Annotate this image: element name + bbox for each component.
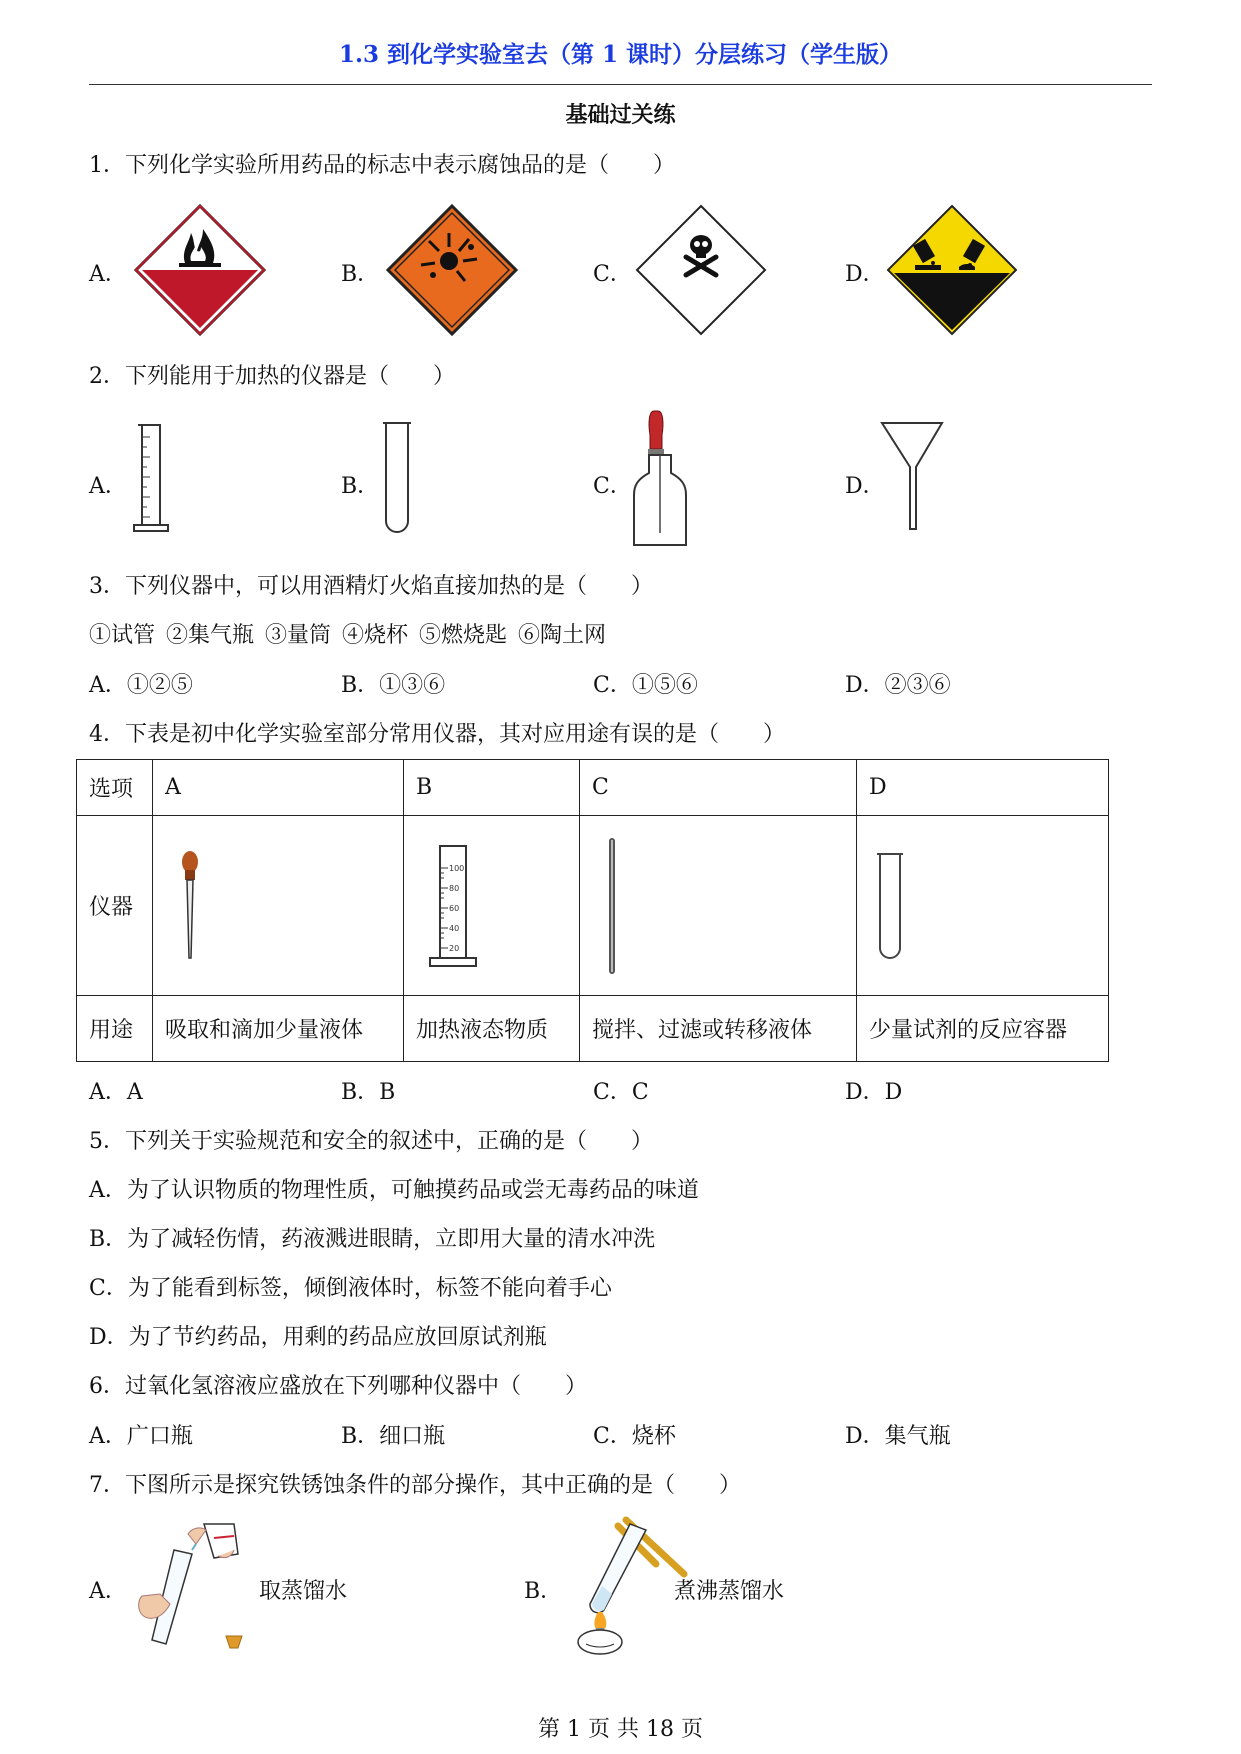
- test-tube-icon: [875, 850, 905, 962]
- question-3-items: ①试管 ②集气瓶 ③量筒 ④烧杯 ⑤燃烧匙 ⑥陶土网: [89, 623, 606, 648]
- q4-option-a: A．A: [89, 1080, 143, 1105]
- table-cell-label: 仪器: [77, 816, 153, 996]
- table-cell-label: 选项: [77, 760, 153, 816]
- table-cell-dropper: [153, 816, 404, 996]
- table-cell-tube: [857, 816, 1109, 996]
- q7-caption-b: 煮沸蒸馏水: [674, 1579, 785, 1604]
- q6-option-c: C．烧杯: [593, 1424, 676, 1449]
- question-6-stem: 6．过氧化氢溶液应盛放在下列哪种仪器中（ ）: [89, 1374, 587, 1399]
- q3-option-b: B．①③⑥: [341, 673, 446, 698]
- pour-water-illustration: [130, 1520, 260, 1650]
- corrosive-hazard-icon: [885, 203, 1019, 337]
- glass-rod-icon: [602, 836, 622, 976]
- explosive-hazard-icon: [385, 203, 519, 337]
- table-cell-cylinder: [404, 816, 580, 996]
- table-cell-use: 少量试剂的反应容器: [857, 996, 1109, 1062]
- q3-option-a: A．①②⑤: [89, 673, 193, 698]
- question-4-stem: 4．下表是初中化学实验室部分常用仪器，其对应用途有误的是（ ）: [89, 722, 785, 747]
- table-cell-rod: [580, 816, 857, 996]
- q5-option-d: D．为了节约药品，用剩的药品应放回原试剂瓶: [89, 1325, 547, 1350]
- q2-option-c: C．: [593, 474, 632, 499]
- question-2-stem: 2．下列能用于加热的仪器是（ ）: [89, 364, 455, 389]
- dropper-icon: [175, 850, 205, 962]
- table-cell-use: 搅拌、过滤或转移液体: [580, 996, 857, 1062]
- test-tube-icon: [382, 421, 412, 537]
- funnel-icon: [880, 421, 944, 533]
- cylinder-mark: 80: [449, 883, 460, 893]
- question-5-stem: 5．下列关于实验规范和安全的叙述中，正确的是（ ）: [89, 1129, 653, 1154]
- table-col-d: D: [857, 760, 1109, 816]
- cylinder-mark: 40: [449, 923, 460, 933]
- q2-option-b: B．: [341, 474, 380, 499]
- instrument-table: [76, 759, 1109, 1062]
- q1-option-c: C．: [593, 262, 632, 287]
- q6-option-d: D．集气瓶: [845, 1424, 951, 1449]
- toxic-hazard-icon: [634, 203, 768, 337]
- page-footer: 第 1 页 共 18 页: [538, 1717, 703, 1742]
- measuring-cylinder-icon: [128, 423, 178, 535]
- question-7-stem: 7．下图所示是探究铁锈蚀条件的部分操作，其中正确的是（ ）: [89, 1473, 741, 1498]
- q3-option-c: C．①⑤⑥: [593, 673, 698, 698]
- question-1-stem: 1．下列化学实验所用药品的标志中表示腐蚀品的是（ ）: [89, 153, 675, 178]
- q1-option-a: A．: [89, 262, 127, 287]
- q6-option-b: B．细口瓶: [341, 1424, 446, 1449]
- table-col-a: A: [153, 760, 404, 816]
- q4-option-d: D．D: [845, 1080, 903, 1105]
- q5-option-a: A．为了认识物质的物理性质，可触摸药品或尝无毒药品的味道: [89, 1178, 699, 1203]
- table-row-header: [77, 760, 1109, 816]
- header-rule: [89, 84, 1152, 85]
- q3-option-d: D．②③⑥: [845, 673, 951, 698]
- section-heading: 基础过关练: [565, 102, 676, 128]
- graduated-cylinder-icon: [426, 842, 490, 970]
- table-cell-label: 用途: [77, 996, 153, 1062]
- q1-option-d: D．: [845, 262, 885, 287]
- q4-option-c: C．C: [593, 1080, 649, 1105]
- q5-option-c: C．为了能看到标签，倾倒液体时，标签不能向着手心: [89, 1276, 612, 1301]
- q6-option-a: A．广口瓶: [89, 1424, 193, 1449]
- flammable-hazard-icon: [133, 203, 267, 337]
- table-cell-use: 加热液态物质: [404, 996, 580, 1062]
- table-col-b: B: [404, 760, 580, 816]
- cylinder-mark: 100: [449, 863, 465, 873]
- q7-option-a: A．: [89, 1579, 127, 1604]
- q1-option-b: B．: [341, 262, 380, 287]
- q2-option-d: D．: [845, 474, 885, 499]
- cylinder-mark: 20: [449, 943, 460, 953]
- table-cell-use: 吸取和滴加少量液体: [153, 996, 404, 1062]
- q4-option-b: B．B: [341, 1080, 396, 1105]
- q7-option-b: B．: [524, 1579, 563, 1604]
- q5-option-b: B．为了减轻伤情，药液溅进眼睛，立即用大量的清水冲洗: [89, 1227, 656, 1252]
- q7-caption-a: 取蒸馏水: [259, 1579, 348, 1604]
- document-title: 1.3 到化学实验室去（第 1 课时）分层练习（学生版）: [338, 41, 903, 68]
- table-row-instrument: [77, 816, 1109, 996]
- dropper-bottle-icon: [630, 409, 690, 551]
- table-col-c: C: [580, 760, 857, 816]
- question-3-stem: 3．下列仪器中，可以用酒精灯火焰直接加热的是（ ）: [89, 574, 653, 599]
- table-row-use: [77, 996, 1109, 1062]
- q2-option-a: A．: [89, 474, 127, 499]
- cylinder-mark: 60: [449, 903, 460, 913]
